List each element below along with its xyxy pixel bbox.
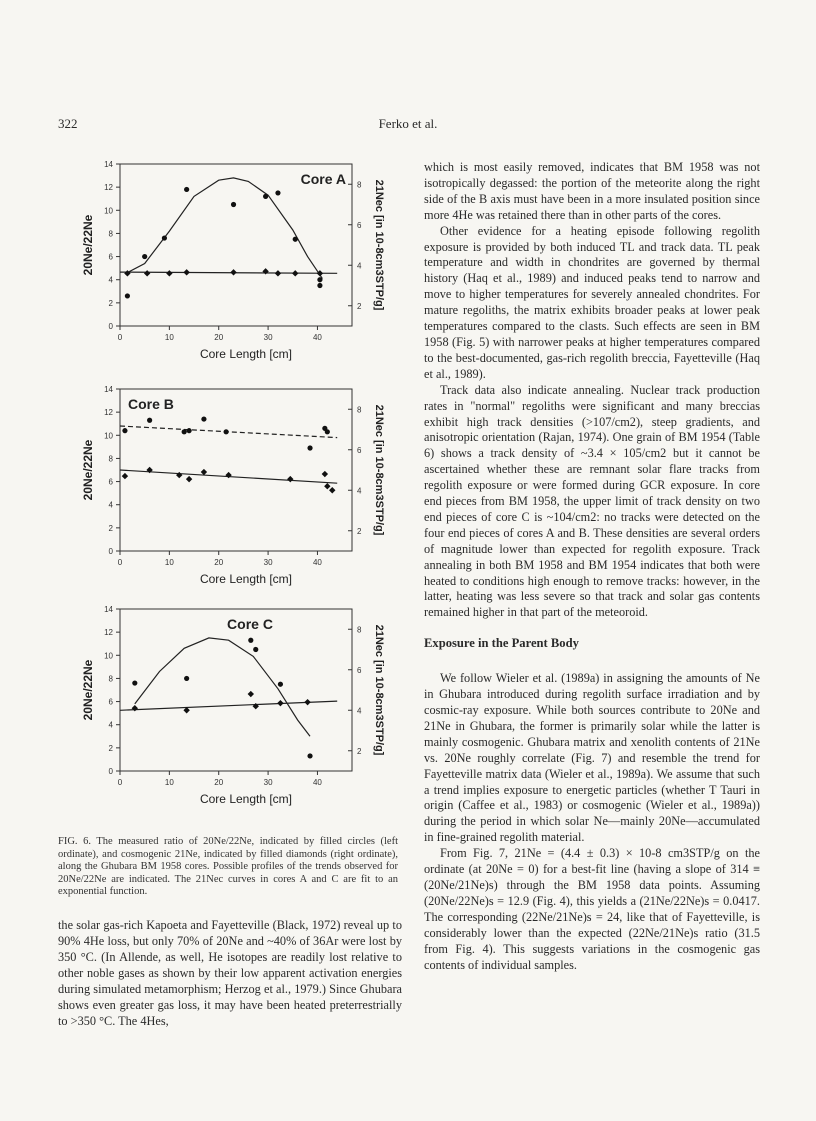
y-right-axis-label: 21Nec [in 10-8cm3STP/g] [373,404,385,536]
ne21-point [287,476,293,482]
y-left-tick-label: 14 [104,385,113,394]
y-left-tick-label: 0 [108,547,113,556]
ne-ratio-point [142,254,147,259]
ne-ratio-point [132,680,137,685]
plot-frame [120,609,352,771]
y-left-tick-label: 4 [108,500,113,510]
y-right-tick-label: 4 [357,706,362,716]
running-head: Ferko et al. [378,116,438,131]
y-left-tick-label: 10 [104,431,113,441]
figure-6-core-c-chart [72,605,412,810]
ne21-point [186,476,192,482]
chart-title: Core C [227,616,273,632]
ne-ratio-point [253,647,258,652]
x-tick-label: 0 [117,558,123,567]
chart-svg [72,385,412,590]
ne21-point [292,270,298,276]
x-axis-label: Core Length [cm] [199,572,293,586]
y-right-tick-label: 8 [357,405,362,415]
y-left-tick-label: 8 [108,674,113,684]
ne21-point [122,473,128,479]
ne21-trend-line [120,272,337,273]
y-left-tick-label: 4 [108,275,113,285]
ne-ratio-point [162,235,167,240]
chart-title: Core A [300,171,346,187]
y-left-tick-label: 2 [108,743,113,753]
y-left-tick-label: 8 [108,229,113,239]
y-right-tick-label: 8 [357,180,362,190]
y-left-tick-label: 12 [104,408,113,418]
paragraph: which is most easily removed, indicates that BM 1958 was not isotropically degassed: the portion of the meteorite along the right side of the B axis must have been in a more insulated position since more 4He was retained there than in other parts of the cores. [424,160,760,222]
x-tick-label: 20 [214,333,224,342]
y-left-tick-label: 6 [108,697,113,707]
y-left-tick-label: 12 [104,628,113,638]
ne-ratio-point [231,202,236,207]
ne21-point [176,472,182,478]
x-tick-label: 30 [263,558,273,567]
y-right-tick-label: 6 [357,665,362,675]
ne-ratio-point [275,190,280,195]
x-tick-label: 30 [263,333,273,342]
ne-ratio-point [317,283,322,288]
y-right-tick-label: 4 [357,261,362,271]
ne-ratio-point [263,194,268,199]
y-right-tick-label: 6 [357,445,362,455]
ne-ratio-point [201,416,206,421]
ne21-point [329,487,335,493]
x-tick-label: 20 [214,558,224,567]
ne21-point [183,269,189,275]
x-tick-label: 30 [263,778,273,787]
ne-ratio-point [325,429,330,434]
y-left-tick-label: 4 [108,720,113,730]
chart-title: Core B [128,396,174,412]
y-right-tick-label: 8 [357,625,362,635]
paragraph: Track data also indicate annealing. Nuclear track production rates in "normal" regoliths were significant and many breccias exhibit high track densities (>107/cm2), steep gradients, and anisotropic orientation (Rajan, 1974). One grain of BM 1954 (Table 6) shows a track density of ~3.4 × 105/cm2 but it cannot be ascertained whether these are remnant solar flare tracks from regolith exposure or were formed during GCR exposure. In core end pieces from BM 1958, the upper limit of track density on two end pieces of core C is ~104/cm2: no tracks were detected on the four end pieces of cores A and B. These densities are several orders of magnitude lower than expected for regolith exposure. Track annealing in both BM 1958 and BM 1954 indicates that both were heated to conditions high enough to remove tracks: however, in the latter, heating was less severe so that track and solar gas contents remained higher in that part of the meteoroid. [424,382,760,620]
ne21-point [275,270,281,276]
ne21-point [262,268,268,274]
x-tick-label: 0 [117,778,123,787]
x-tick-label: 20 [214,778,224,787]
ne-ratio-point [125,293,130,298]
x-tick-label: 10 [164,333,174,342]
ne21-point [201,469,207,475]
paragraph: From Fig. 7, 21Ne = (4.4 ± 0.3) × 10-8 cm3STP/g on the ordinate (at 20Ne = 0) for a best-fit line (having a slope of 314 ≡ (20Ne/21Ne)s) through the BM 1958 data points. Assuming (20Ne/22Ne)s = 12.9 (Fig. 4), this yields a (21Ne/22Ne)s = 0.0417. The corresponding (22Ne/21Ne)s = 24, like that of Fayetteville, is considerably lower than the expected (22Ne/21Ne)s ratio (31.5 from Fig. 4). This suggests variations in the cosmogenic gas contents of individual samples. [424,846,760,972]
ne-ratio-point [278,682,283,687]
ne-ratio-point [187,428,192,433]
ne-ratio-point [184,187,189,192]
ne-ratio-point [147,418,152,423]
ne21-point [322,471,328,477]
ne-ratio-point [317,277,322,282]
x-tick-label: 40 [312,778,322,787]
x-tick-label: 0 [117,333,123,342]
paragraph: Other evidence for a heating episode following regolith exposure is provided by both induced TL and track data. TL peak temperature and width in chondrites are governed by thermal history (Haq et al., 1989) and induced peaks tend to narrow and move to higher temperatures for severely annealed chondrites. For mature regoliths, the matrix exhibits broader peaks at lower peak temperatures compared to the clasts. Such effects are seen in BM 1958 (Fig. 5) with narrower peaks at higher temperatures compared to the best-documented, gas-rich regolith breccia, Fayetteville (Haq et al., 1989). [424,223,760,381]
y-right-tick-label: 2 [357,301,362,311]
figure-6-core-a-chart [72,160,412,365]
y-right-tick-label: 2 [357,746,362,756]
y-right-tick-label: 4 [357,486,362,496]
y-left-tick-label: 2 [108,298,113,308]
y-left-tick-label: 6 [108,477,113,487]
plot-frame [120,389,352,551]
ne-ratio-point [293,237,298,242]
ne21-point [132,705,138,711]
ne-ratio-point [248,638,253,643]
plot-frame [120,164,352,326]
y-left-tick-label: 8 [108,454,113,464]
y-left-tick-label: 0 [108,322,113,331]
right-column-text [424,160,760,973]
ne-ratio-profile-curve [135,638,310,736]
figure-caption: FIG. 6. The measured ratio of 20Ne/22Ne, indicated by filled circles (left ordinate), and cosmogenic 21Ne, indicated by filled diamonds (right ordinate), along the Ghubara BM 1958 cores. Possible profiles of the trends observed for 20Ne/22Ne are indicated. The 21Nec curves in cores A and C are fit to an exponential function. [58,836,398,898]
left-column-text [58,917,402,1029]
y-left-tick-label: 2 [108,523,113,533]
y-left-axis-label: 20Ne/22Ne [81,439,95,501]
section-heading: Exposure in the Parent Body [424,636,579,651]
ne21-point [144,270,150,276]
page-number: 322 [58,116,78,131]
x-axis-label: Core Length [cm] [199,347,293,361]
ne21-point [230,269,236,275]
y-left-tick-label: 10 [104,651,113,661]
y-right-tick-label: 2 [357,526,362,536]
ne-ratio-point [122,428,127,433]
x-tick-label: 10 [164,778,174,787]
y-left-tick-label: 0 [108,767,113,776]
ne-ratio-point [182,429,187,434]
ne21-point [248,691,254,697]
ne21-point [166,270,172,276]
x-tick-label: 10 [164,558,174,567]
ne-ratio-point [307,753,312,758]
ne21-point [324,483,330,489]
ne21-point [277,700,283,706]
y-right-axis-label: 21Nec [in 10-8cm3STP/g] [373,179,385,311]
figure-6-core-b-chart [72,385,412,590]
ne-ratio-point [224,429,229,434]
y-left-tick-label: 12 [104,183,113,193]
y-right-axis-label: 21Nec [in 10-8cm3STP/g] [373,624,385,756]
ne21-point [304,699,310,705]
y-left-tick-label: 14 [104,605,113,614]
x-tick-label: 40 [312,558,322,567]
chart-svg [72,160,412,365]
y-left-tick-label: 14 [104,160,113,169]
paragraph: We follow Wieler et al. (1989a) in assigning the amounts of Ne in Ghubara introduced during regolith surface irradiation and by cosmic-ray exposure. While both sources contribute to 20Ne and 21Ne in Ghubara, the former is primarily solar while the latter is mainly cosmogenic. Ghubara matrix and xenolith contents of 21Ne vs. 20Ne roughly correlate (Fig. 7) and resemble the trend for Fayetteville matrix data (Wieler et al., 1989a). We assume that such a trend implies exposure to energetic particles (whether T Tauri in origin (Caffee et al., 1983) or cosmogenic (Wieler et al., 1989a)) during the period in which solar Ne—mainly 20Ne—accumulated in fine-grained regolith material. [424,671,760,845]
chart-svg [72,605,412,810]
x-axis-label: Core Length [cm] [199,792,293,806]
paragraph: the solar gas-rich Kapoeta and Fayetteville (Black, 1972) reveal up to 90% 4He loss, but only 70% of 20Ne and ~40% of 36Ar were lost by 350 °C. (In Allende, as well, He isotopes are readily lost relative to other noble gases as shown by their low apparent activation energies during simulated metamorphism; Herzog et al., 1979.) Since Ghubara shows even greater gas loss, it may have been heated preterrestrially to >350 °C. The 4Hes, [58,918,402,1028]
y-right-tick-label: 6 [357,220,362,230]
ne-ratio-profile-curve [125,178,323,279]
y-left-tick-label: 10 [104,206,113,216]
y-left-tick-label: 6 [108,252,113,262]
ne-ratio-point [307,445,312,450]
y-left-axis-label: 20Ne/22Ne [81,659,95,721]
ne21-trend-line [120,701,337,710]
x-tick-label: 40 [312,333,322,342]
y-left-axis-label: 20Ne/22Ne [81,214,95,276]
ne-ratio-point [184,676,189,681]
